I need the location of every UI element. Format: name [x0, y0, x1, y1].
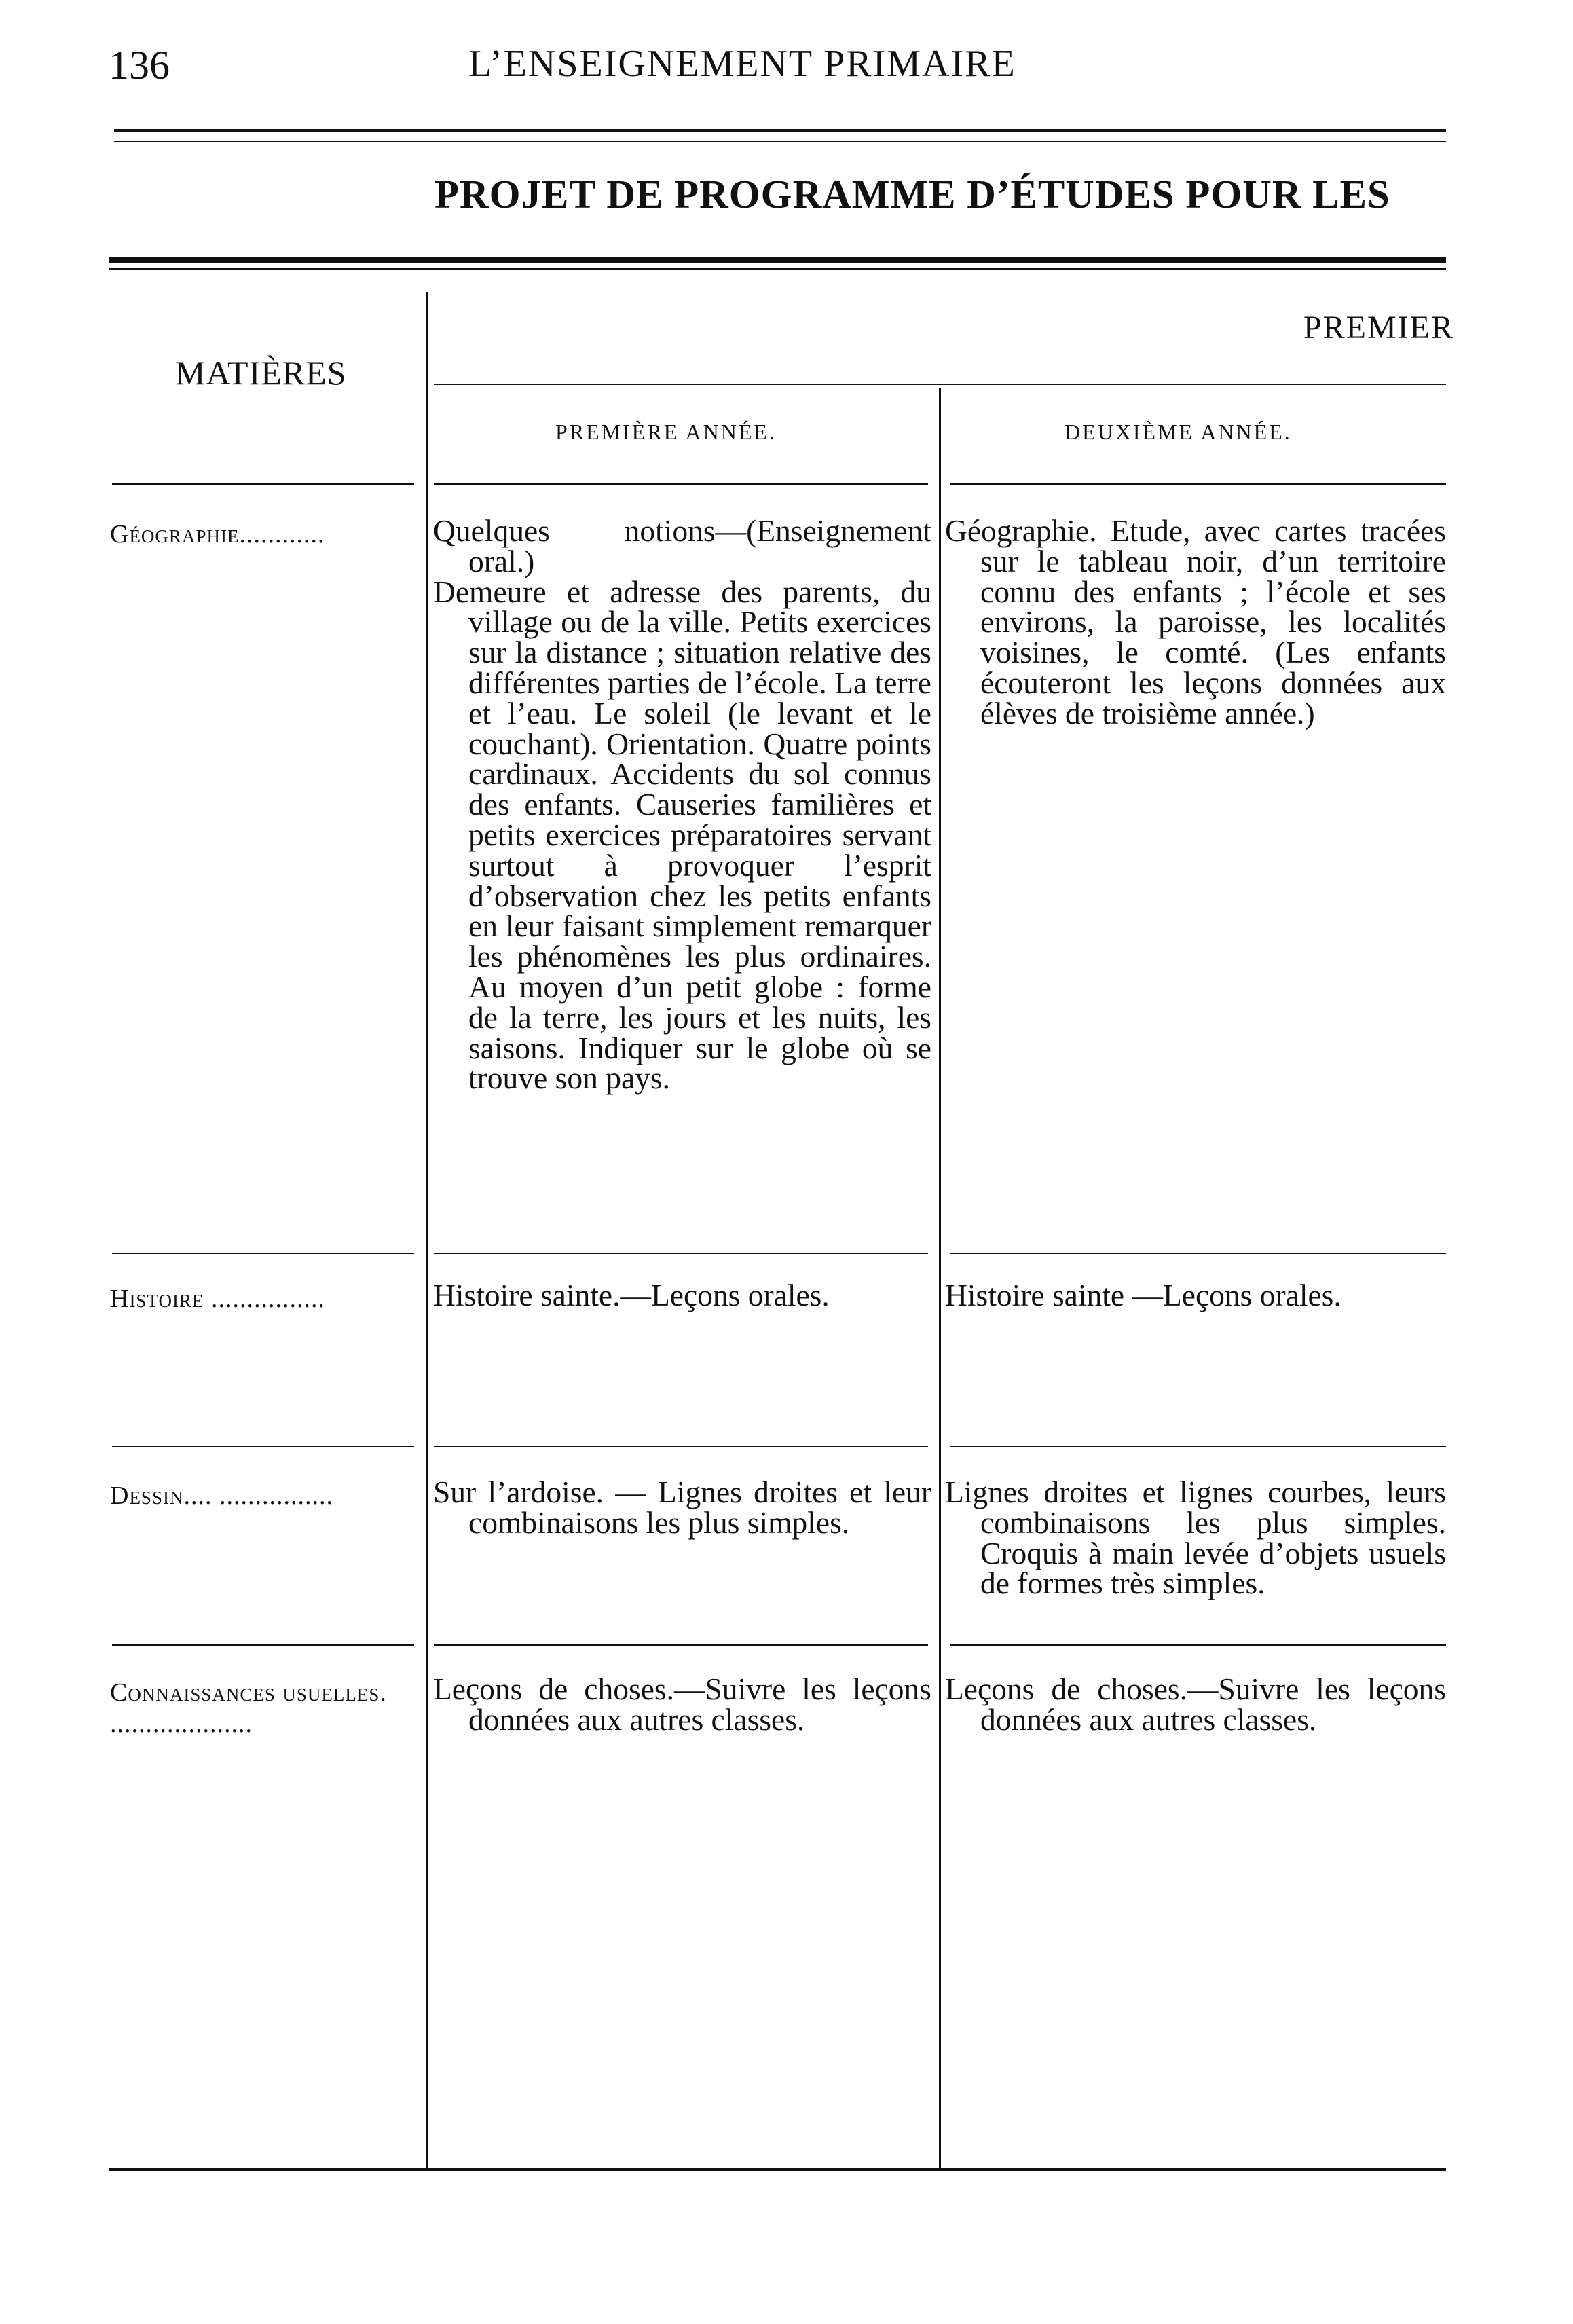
- cell-connaissances-year-2: [945, 1674, 1446, 1735]
- table-rule-light: [109, 268, 1446, 270]
- subject-connaissances-usuelles: Connaissances usuelles. ....................: [110, 1678, 387, 1738]
- cell-paragraph: Quelques notions—(Enseignement oral.): [433, 513, 931, 578]
- cell-dessin-year-1: [433, 1477, 931, 1538]
- cell-paragraph: Lignes droites et lignes courbes, leurs combinaisons les plus simples. Croquis à main levée d’objets usuels de formes très simples.: [945, 1475, 1446, 1601]
- page-title: PROJET DE PROGRAMME D’ÉTUDES POUR LES: [434, 172, 1390, 217]
- column-header-year-1: PREMIÈRE ANNÉE.: [555, 420, 777, 444]
- column-divider-1: [426, 292, 428, 2169]
- cell-geographie-year-2: [945, 513, 1446, 731]
- cell-connaissances-year-1: [433, 1674, 931, 1735]
- cell-geographie-year-1: [433, 513, 931, 1096]
- cell-paragraph: Sur l’ardoise. — Lignes droites et leur combinaisons les plus simples.: [433, 1475, 931, 1540]
- page-number: 136: [109, 43, 170, 88]
- cell-paragraph: Leçons de choses.—Suivre les leçons données aux autres classes.: [433, 1672, 931, 1737]
- cell-dessin-year-2: [945, 1477, 1446, 1599]
- cell-paragraph: Histoire sainte —Leçons orales.: [945, 1278, 1341, 1312]
- table-bottom-rule: [109, 2168, 1446, 2171]
- cell-paragraph: Géographie. Etude, avec cartes tracées sur le tableau noir, d’un territoire connu des enfants ; l’école et ses environs, la paroisse, les localités voisines, le comté. (Les enfants écouteront les leçons données aux élèves de troisième année.): [945, 513, 1446, 731]
- group-header-rule: [434, 384, 1446, 385]
- column-header-subjects: MATIÈRES: [175, 354, 347, 392]
- subject-histoire: Histoire ................: [110, 1285, 325, 1313]
- header-rule-bottom: [114, 141, 1446, 142]
- subject-dessin: Dessin.... ................: [110, 1481, 333, 1510]
- cell-histoire-year-1: [433, 1280, 931, 1311]
- cell-histoire-year-2: [945, 1280, 1446, 1311]
- subject-geographie: Géographie............: [110, 520, 325, 549]
- running-title: L’ENSEIGNEMENT PRIMAIRE: [468, 43, 1016, 85]
- table-rule-heavy: [109, 257, 1446, 263]
- cell-paragraph: Demeure et adresse des parents, du village ou de la ville. Petits exercices sur la distance ; situation relative des différentes parties de l’école. La terre et l’eau. Le soleil (le levant et le couchant). Orientation. Quatre points cardinaux. Accidents du sol connus des enfants. Causeries familières et petits exercices préparatoires servant surtout à provoquer l’esprit d’observation chez les petits enfants en leur faisant simplement remarquer les phénomènes les plus ordinaires. Au moyen d’un petit globe : forme de la terre, les jours et les nuits, les saisons. Indiquer sur le globe où se trouve son pays.: [433, 574, 931, 1096]
- column-header-year-2: DEUXIÈME ANNÉE.: [1065, 420, 1292, 444]
- column-divider-2: [939, 388, 941, 2169]
- cell-paragraph: Leçons de choses.—Suivre les leçons données aux autres classes.: [945, 1672, 1446, 1737]
- group-header: PREMIER: [1303, 310, 1454, 346]
- header-rule-top: [114, 129, 1446, 132]
- cell-paragraph: Histoire sainte.—Leçons orales.: [433, 1278, 830, 1312]
